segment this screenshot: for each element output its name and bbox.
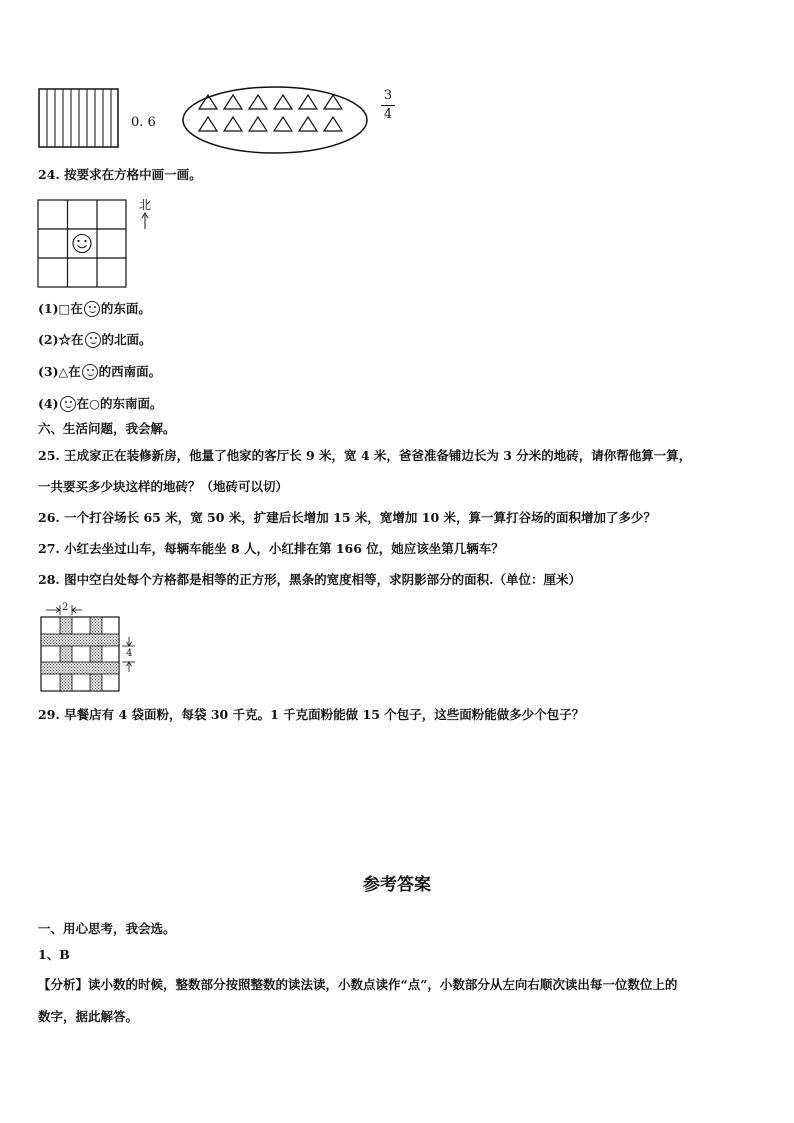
q24-grid (37, 199, 129, 289)
fraction-label (380, 88, 396, 123)
q29-text: 29. 早餐店有 4 袋面粉，每袋 30 千克。1 千克面粉能做 15 个包子，这些面粉能做多少个包子？ (38, 707, 585, 722)
decimal-bars-figure (38, 88, 123, 150)
decimal-value-label: 0. 6 (131, 115, 156, 130)
q24-item-3: (3)△在 的西南面。 (38, 364, 162, 379)
q24-item-4: (4) 在○的东南面。 (38, 396, 163, 411)
q27-text: 27. 小红去坐过山车，每辆车能坐 8 人，小红排在第 166 位，她应该坐第几辆车？ (38, 541, 504, 556)
fraction-bar (381, 105, 395, 106)
q28-dim-right: 4 (126, 648, 133, 659)
grid-smiley-icon (73, 235, 91, 253)
q24-item-1: (1)□在 的东面。 (38, 301, 151, 316)
section-6-title: 六、生活问题，我会解。 (38, 421, 176, 436)
fraction-numerator: 3 (383, 88, 393, 103)
smiley-icon (85, 332, 101, 348)
q28-dim-top: 2 (62, 602, 69, 613)
north-label: 北 (139, 198, 152, 212)
q25-line-2: 一共要买多少块这样的地砖？（地砖可以切） (38, 479, 289, 494)
answers-section-1: 一、用心思考，我会选。 (38, 921, 176, 936)
answers-item-1: 1、B (38, 947, 70, 962)
q25-line-1: 25. 王成家正在装修新房，他量了他家的客厅长 9 米，宽 4 米，爸爸准备铺边长为 3 分米的地砖，请你帮他算一算， (38, 448, 692, 463)
answers-analysis-line-1: 【分析】读小数的时候，整数部分按照整数的读法读，小数点读作“点”，小数部分从左向右顺次读出每一位数位上的 (38, 977, 678, 992)
q24-item-2: (2)☆在 的北面。 (38, 332, 152, 347)
smiley-icon (60, 396, 76, 412)
triangles-oval-figure (180, 84, 370, 156)
fraction-denominator: 4 (383, 107, 393, 122)
answers-analysis-line-2: 数字，据此解答。 (38, 1009, 139, 1024)
smiley-icon (84, 301, 100, 317)
q24-title: 24. 按要求在方格中画一画。 (38, 167, 202, 182)
answers-title: 参考答案 (363, 875, 431, 895)
smiley-icon (82, 364, 98, 380)
q28-shaded-figure (38, 601, 138, 696)
north-arrow-icon (140, 212, 150, 230)
q28-text: 28. 图中空白处每个方格都是相等的正方形，黑条的宽度相等，求阴影部分的面积.（单位：厘米） (38, 572, 581, 587)
q26-text: 26. 一个打谷场长 65 米，宽 50 米，扩建后长增加 15 米，宽增加 10 米，算一算打谷场的面积增加了多少？ (38, 510, 656, 525)
